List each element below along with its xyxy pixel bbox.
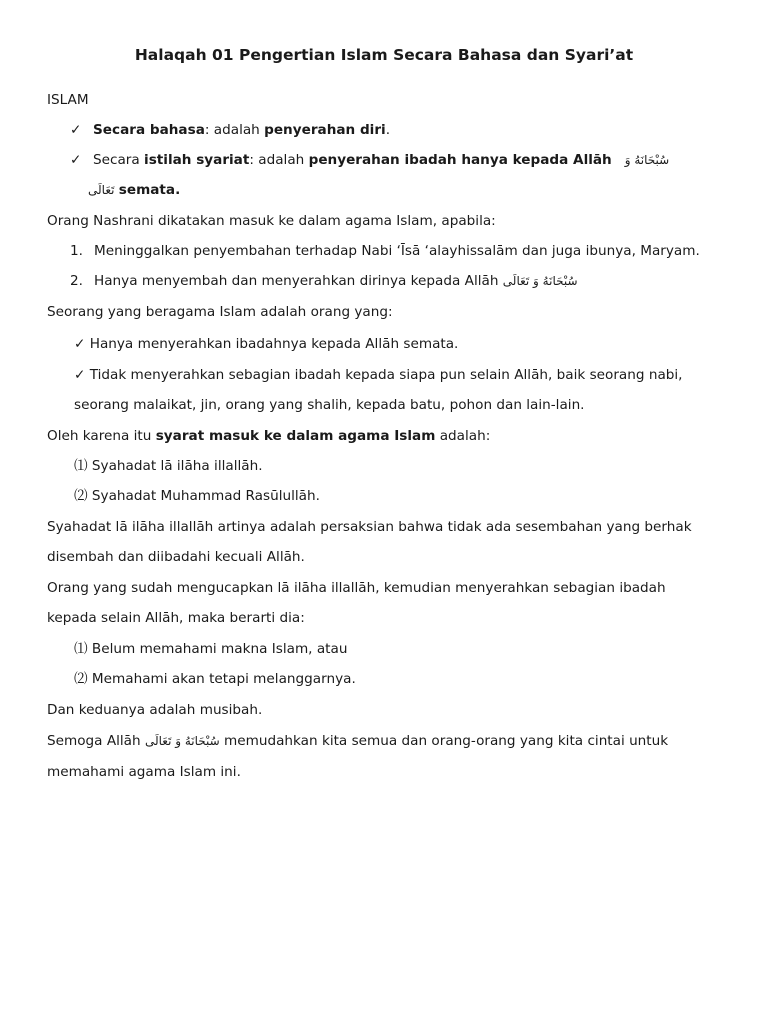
list-text: Tidak menyerahkan sebagian ibadah kepada siapa pun selain Allāh, baik seorang nabi,	[89, 367, 683, 383]
definition-syariat	[70, 150, 669, 170]
arabic-phrase: سُبْحَانَهُ وَ تَعَالَى	[144, 734, 220, 748]
list-text: Memahami akan tetapi melanggarnya.	[91, 671, 356, 687]
list-text: Belum memahami makna Islam, atau	[91, 641, 348, 657]
list-item	[74, 334, 458, 354]
closing-line-2: memahami agama Islam ini.	[47, 764, 241, 780]
check-icon: ✓	[70, 122, 82, 138]
syarat-intro	[47, 426, 490, 446]
def-text: : adalah	[204, 122, 265, 138]
syarat-post: adalah:	[435, 428, 491, 444]
paragraph-line: disembah dan diibadahi kecuali Allāh.	[47, 549, 305, 565]
paragraph-line: Orang yang sudah mengucapkan lā ilāha illallāh, kemudian menyerahkan sebagian ibadah	[47, 580, 666, 596]
closing-line	[47, 731, 668, 751]
paragraph-line: kepada selain Allāh, maka berarti dia:	[47, 610, 305, 626]
list-number: 2.	[70, 273, 83, 289]
arabic-phrase: سُبْحَانَهُ وَ تَعَالَى	[502, 274, 578, 288]
paragraph-line: Syahadat lā ilāha illallāh artinya adalah persaksian bahwa tidak ada sesembahan yang berhak	[47, 519, 692, 535]
syarat-bold: syarat masuk ke dalam agama Islam	[155, 428, 436, 444]
list-item	[74, 486, 320, 506]
list-number: ⑵	[74, 671, 88, 687]
term-syariat: istilah syariat	[144, 152, 250, 168]
def-end: .	[175, 182, 181, 198]
closing-pre: Semoga Allāh	[47, 733, 141, 749]
list-item	[70, 271, 578, 291]
islam-heading: ISLAM	[47, 92, 89, 108]
list-item	[74, 365, 683, 385]
list-text: Syahadat lā ilāha illallāh.	[91, 458, 263, 474]
list-item	[70, 241, 700, 261]
check-icon: ✓	[74, 367, 86, 383]
nashrani-intro: Orang Nashrani dikatakan masuk ke dalam agama Islam, apabila:	[47, 213, 496, 229]
check-icon: ✓	[74, 336, 86, 352]
list-item	[74, 639, 347, 659]
def-bold: semata	[118, 182, 176, 198]
list-item	[74, 669, 356, 689]
def-bold: penyerahan ibadah hanya kepada Allāh	[308, 152, 612, 168]
list-text: Hanya menyerahkan ibadahnya kepada Allāh semata.	[89, 336, 459, 352]
def-text: : adalah	[249, 152, 309, 168]
check-icon: ✓	[70, 152, 82, 168]
closing-post: memudahkan kita semua dan orang-orang yang kita cintai untuk	[224, 733, 669, 749]
list-item	[74, 456, 263, 476]
list-number: ⑵	[74, 488, 88, 504]
list-number: ⑴	[74, 458, 88, 474]
term-bahasa: Secara bahasa	[93, 122, 205, 138]
list-text: Syahadat Muhammad Rasūlullāh.	[91, 488, 320, 504]
syarat-pre: Oleh karena itu	[47, 428, 156, 444]
list-number: ⑴	[74, 641, 88, 657]
muslim-intro: Seorang yang beragama Islam adalah orang yang:	[47, 304, 393, 320]
musibah-line: Dan keduanya adalah musibah.	[47, 702, 263, 718]
arabic-phrase: تَعَالَى	[88, 183, 115, 197]
definition-bahasa	[70, 120, 390, 140]
arabic-phrase: سُبْحَانَهُ وَ	[624, 153, 670, 167]
list-text: Hanya menyembah dan menyerahkan dirinya kepada Allāh	[94, 273, 499, 289]
def-end: .	[385, 122, 391, 138]
definition-syariat-cont	[88, 180, 180, 200]
list-item-cont: seorang malaikat, jin, orang yang shalih, kepada batu, pohon dan lain-lain.	[74, 397, 585, 413]
list-text: Meninggalkan penyembahan terhadap Nabi ‘Īsā ‘alayhissalām dan juga ibunya, Maryam.	[94, 243, 700, 259]
document-title: Halaqah 01 Pengertian Islam Secara Bahasa dan Syari’at	[134, 46, 634, 64]
list-number: 1.	[70, 243, 83, 259]
def-bold: penyerahan diri	[264, 122, 386, 138]
def-pre: Secara	[93, 152, 145, 168]
